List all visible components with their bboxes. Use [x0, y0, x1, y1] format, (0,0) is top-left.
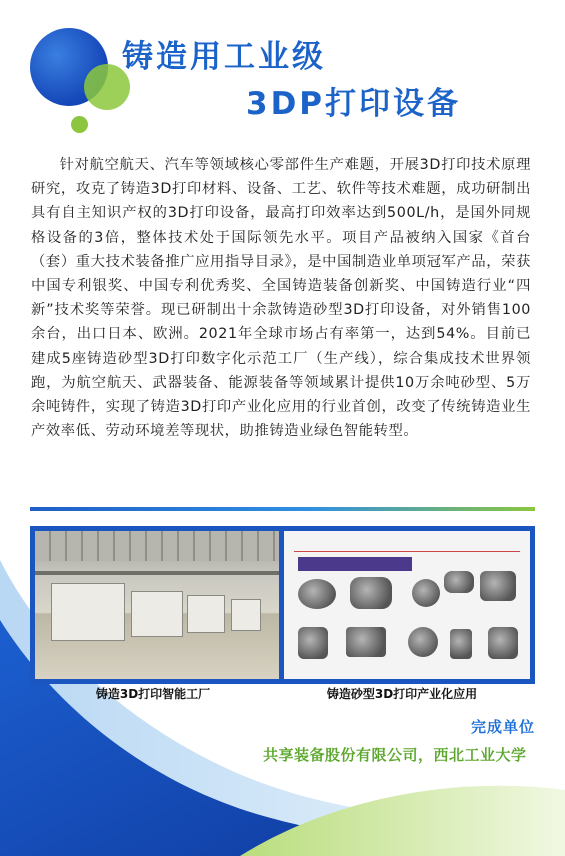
casting-part	[480, 571, 516, 601]
casting-part	[488, 627, 518, 659]
printer-machine	[131, 591, 183, 637]
section-divider	[30, 507, 535, 511]
title-line-1: 铸造用工业级	[122, 39, 326, 75]
completing-unit-name: 共享装备股份有限公司，西北工业大学	[263, 746, 527, 764]
printer-machine	[231, 599, 261, 631]
description-paragraph: 针对航空航天、汽车等领域核心零部件生产难题，开展3D打印技术原理研究，攻克了铸造3D打印材料、设备、工艺、软件等技术难题，成功研制出具有自主知识产权的3D打印设备，最高打印效率达到500L/h，是国外同规格设备的3倍，整体技术处于国际领先水平。项目产品被纳入国家《首台（套）重大技术装备推广应用指导目录》，是中国制造业单项冠军产品，荣获中国专利银奖、中国专利优秀奖、全国铸造装备创新奖、中国铸造行业“四新”技术奖等荣誉。现已研制出十余款铸造砂型3D打印设备，对外销售100余台，出口日本、欧洲。2021年全球市场占有率第一，达到54%。目前已建成5座铸造砂型3D打印数字化示范工厂（生产线），综合集成技术世界领跑，为航空航天、武器装备、能源装备等领域累计提供10万余吨砂型、5万余吨铸件，实现了铸造3D打印产业化应用的行业首创，改变了传统铸造业生产效率低、劳动环境差等现状，助推铸造业绿色智能转型。	[31, 157, 531, 440]
factory-photo-caption: 铸造3D打印智能工厂	[95, 687, 211, 701]
completing-unit-label: 完成单位	[471, 718, 536, 736]
casting-part	[408, 627, 438, 657]
casting-part	[346, 627, 386, 657]
casting-part	[298, 627, 328, 659]
brochure-banner	[298, 557, 412, 571]
casting-part	[350, 577, 392, 609]
castings-photo	[279, 526, 535, 684]
factory-photo	[30, 526, 286, 684]
brochure-header-bar	[294, 539, 520, 552]
factory-scene-image	[35, 531, 281, 679]
printer-machine	[51, 583, 125, 641]
small-green-circle-decoration	[71, 116, 88, 133]
castings-photo-caption: 铸造砂型3D打印产业化应用	[326, 687, 478, 701]
casting-part	[412, 579, 440, 607]
casting-part	[444, 571, 474, 593]
factory-ceiling	[35, 531, 281, 561]
printer-machine	[187, 595, 225, 633]
casting-part	[450, 629, 472, 659]
title-line-2: 3DP打印设备	[246, 86, 462, 122]
castings-brochure-image	[284, 531, 530, 679]
casting-part	[298, 579, 336, 609]
factory-crane-rail	[35, 571, 281, 575]
